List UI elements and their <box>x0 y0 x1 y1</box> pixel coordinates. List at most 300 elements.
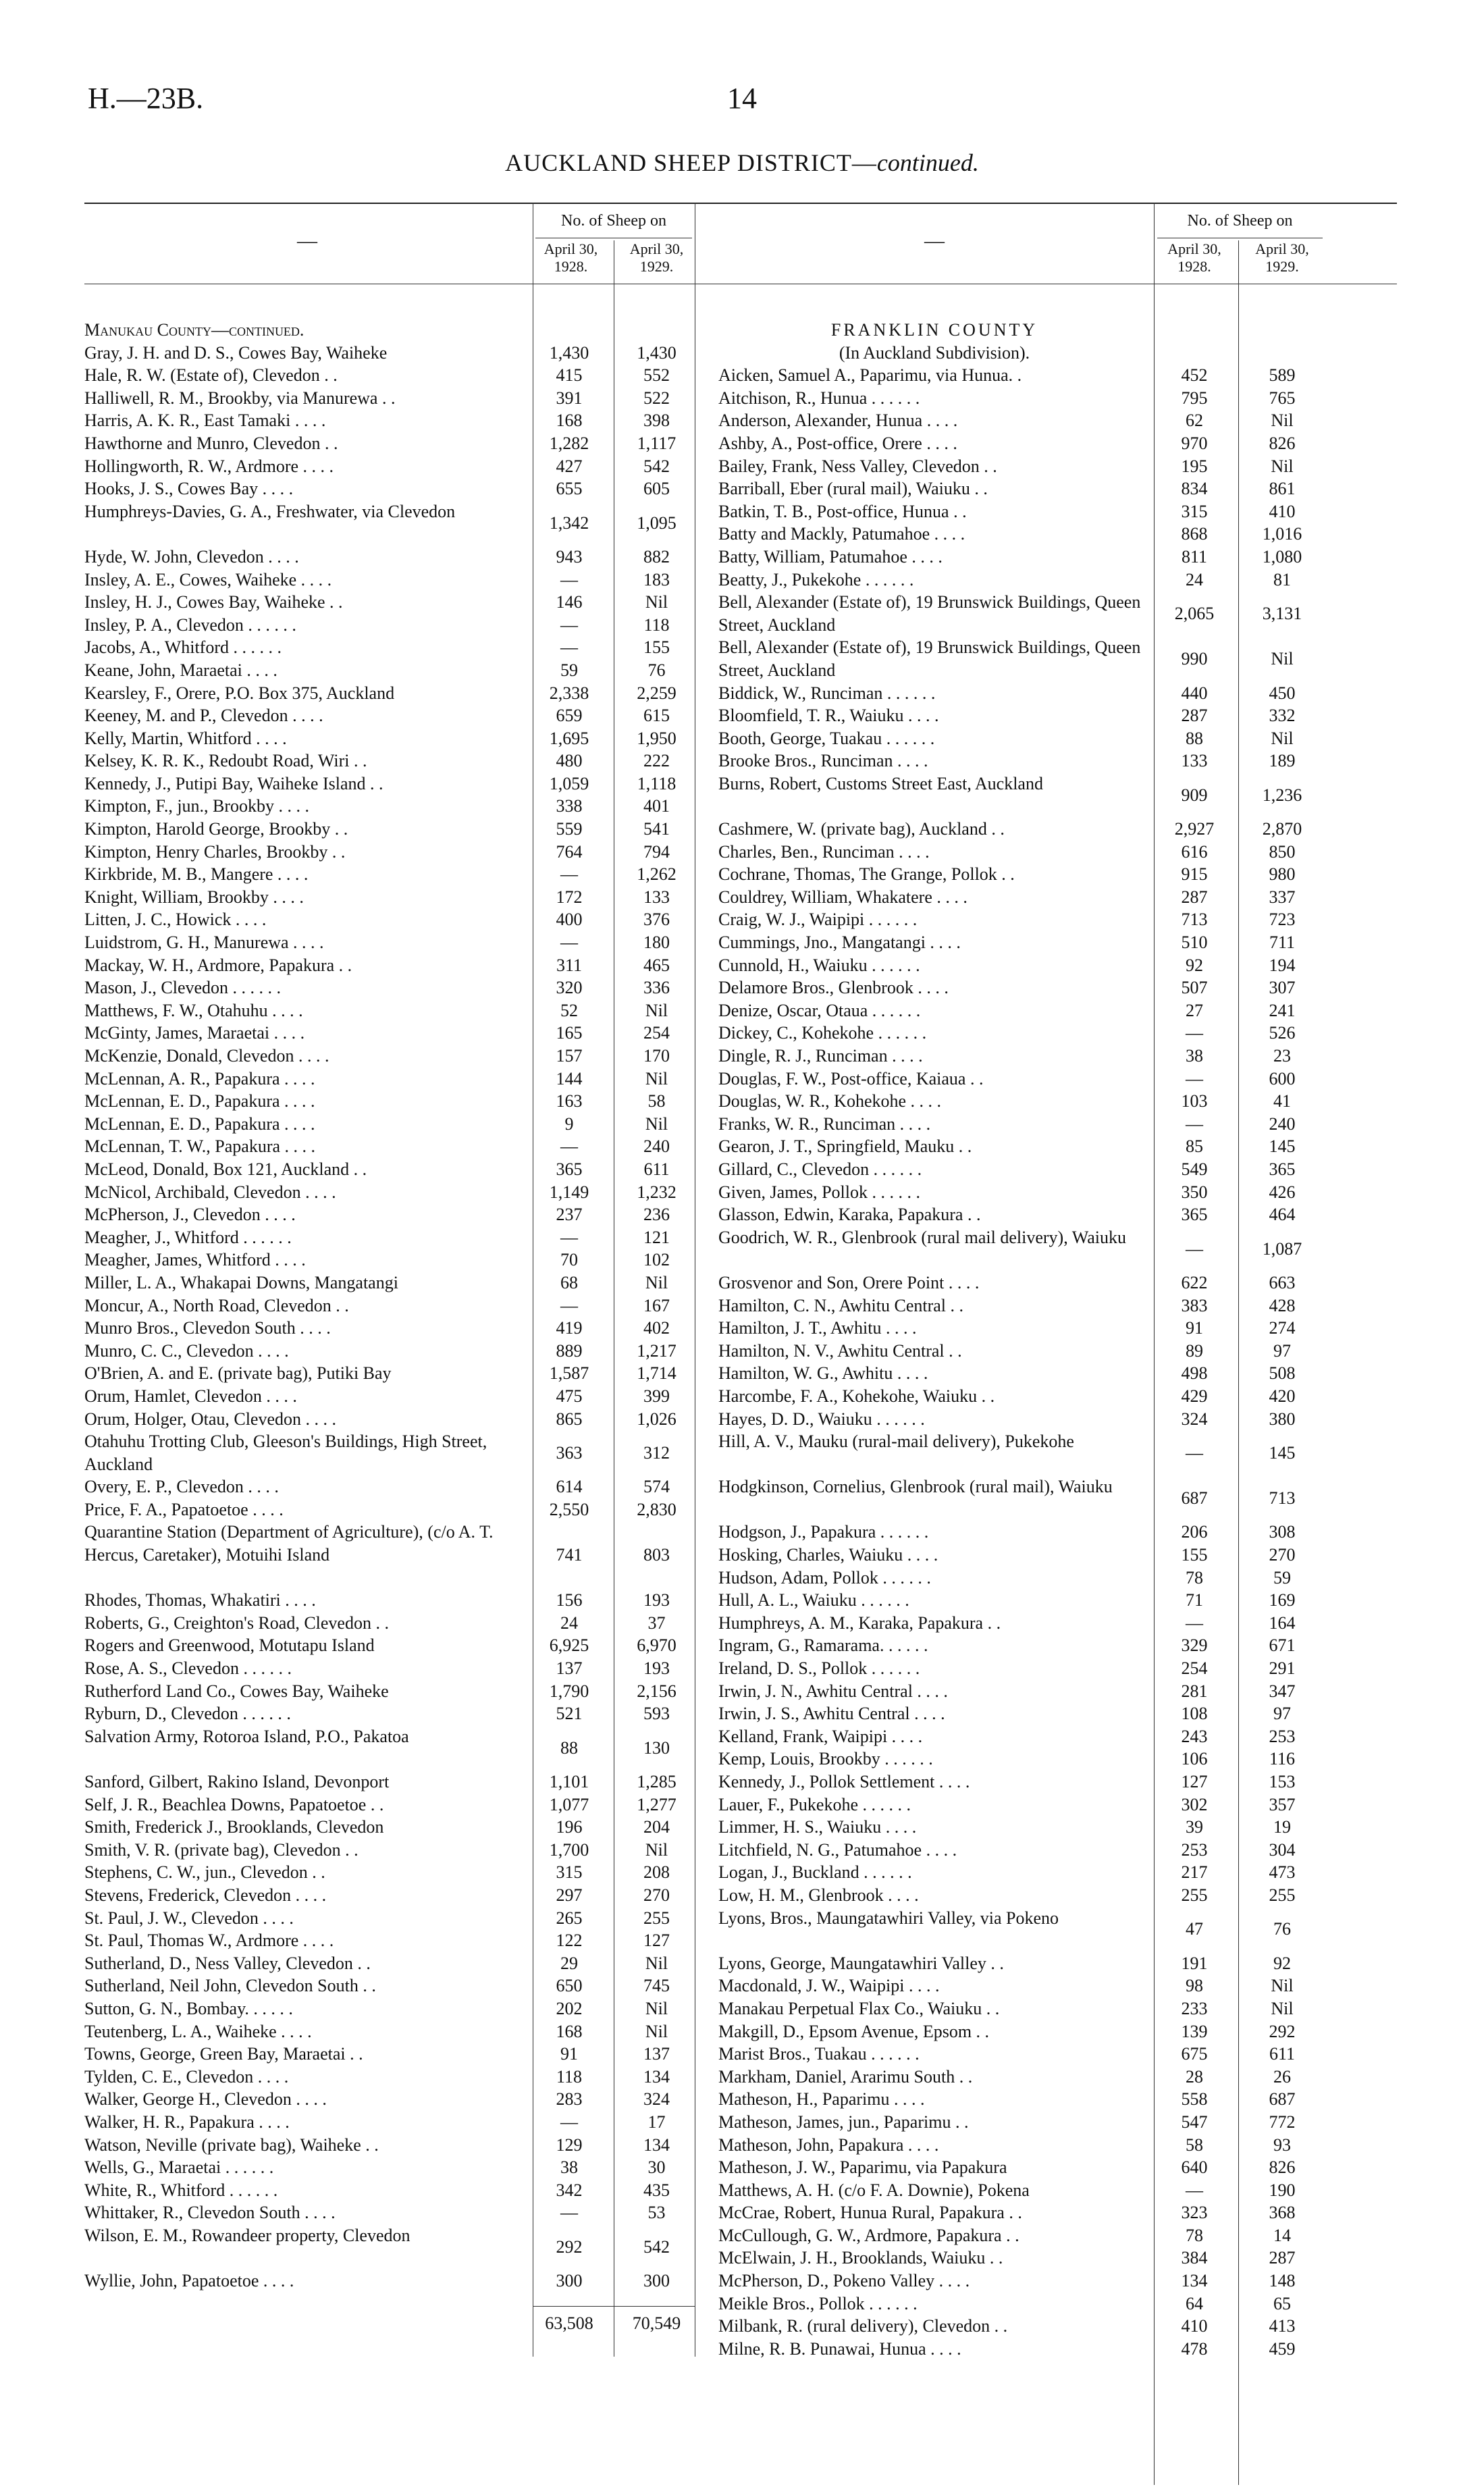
table-row <box>84 1181 760 1204</box>
count-1929: 121 <box>643 1227 670 1247</box>
count-1928: 168 <box>556 2021 583 2041</box>
table-row <box>84 1272 760 1294</box>
count-1928: 320 <box>556 978 583 998</box>
table-row <box>718 1340 1397 1363</box>
count-1928: 659 <box>556 706 583 726</box>
count-1929: 222 <box>643 751 670 771</box>
table-row <box>718 569 1397 592</box>
table-row <box>84 500 760 546</box>
table-row <box>718 2111 1397 2134</box>
table-row <box>84 1997 760 2020</box>
entry-name: Rutherford Land Co., Cowes Bay, Waiheke <box>84 1681 389 1701</box>
name-column-header: — <box>924 230 945 252</box>
count-1928: 134 <box>1181 2271 1208 2291</box>
entry-name: Ireland, D. S., Pollok . . . . . . <box>718 1658 920 1679</box>
count-1928: — <box>560 2112 578 2132</box>
entry-name: Litten, J. C., Howick . . . . <box>84 910 267 930</box>
count-1929: 765 <box>1269 388 1296 408</box>
table-row <box>84 954 760 977</box>
entry-name: Ashby, A., Post-office, Orere . . . . <box>718 433 957 453</box>
col-1928-header: April 30, 1928. <box>1167 240 1221 275</box>
entry-name: Price, F. A., Papatoetoe . . . . <box>84 1499 284 1519</box>
table-row <box>718 477 1397 500</box>
count-1929: 167 <box>643 1295 670 1315</box>
count-1929: 130 <box>643 1737 670 1758</box>
entry-name: Cummings, Jno., Mangatangi . . . . <box>718 933 961 953</box>
count-1929: 58 <box>647 1091 666 1111</box>
count-1928: 350 <box>1181 1182 1208 1202</box>
count-1929: 270 <box>1269 1545 1296 1565</box>
table-row <box>718 818 1397 841</box>
entry-name: Gillard, C., Clevedon . . . . . . <box>718 1159 922 1179</box>
table-row <box>84 591 760 614</box>
table-row <box>718 976 1397 999</box>
count-1929: 241 <box>1269 1000 1296 1020</box>
entry-name: Matheson, H., Paparimu . . . . <box>718 2089 925 2110</box>
table-row <box>718 1090 1397 1113</box>
table-row <box>84 1725 760 1771</box>
count-1929: 398 <box>643 411 670 431</box>
entry-name: Stephens, C. W., jun., Clevedon . . <box>84 1862 325 1883</box>
total-spacer <box>84 2292 760 2306</box>
count-1928: 237 <box>556 1205 583 1225</box>
entry-name: McLennan, T. W., Papakura . . . . <box>84 1136 316 1157</box>
count-1928: 165 <box>556 1023 583 1043</box>
count-1928: 118 <box>556 2066 583 2087</box>
count-1928: 91 <box>1186 1318 1203 1338</box>
count-1929: 137 <box>643 2044 670 2064</box>
table-row <box>84 2156 760 2179</box>
sheep-count-header: No. of Sheep on <box>535 204 692 238</box>
entry-name: Quarantine Station (Department of Agriculture), (c/o A. T. Hercus, Caretaker), Motuihi Island <box>84 1522 494 1565</box>
count-1929: 1,095 <box>637 513 677 533</box>
count-1928: — <box>1186 1613 1203 1633</box>
table-row <box>84 1793 760 1816</box>
table-row <box>84 1612 760 1635</box>
table-row <box>718 1612 1397 1635</box>
table-row <box>84 2134 760 2157</box>
count-1928: 292 <box>556 2236 583 2257</box>
count-1929: 803 <box>643 1545 670 1565</box>
entry-name: Jacobs, A., Whitford . . . . . . <box>84 637 282 658</box>
table-row <box>84 1771 760 1793</box>
entry-name: Meikle Bros., Pollok . . . . . . <box>718 2293 918 2313</box>
count-1929: 189 <box>1269 751 1296 771</box>
count-1928: 2,550 <box>549 1499 589 1519</box>
count-1929: 76 <box>647 660 666 680</box>
count-1928: 415 <box>556 365 583 386</box>
table-row <box>718 1317 1397 1340</box>
table-row <box>84 1362 760 1385</box>
entry-name: Douglas, W. R., Kohekohe . . . . <box>718 1091 942 1111</box>
entry-name: Makgill, D., Epsom Avenue, Epsom . . <box>718 2021 990 2041</box>
count-1928: 47 <box>1186 1919 1203 1939</box>
count-1928: 196 <box>556 1817 583 1837</box>
table-row <box>718 1907 1397 1952</box>
count-1929: 194 <box>1269 955 1296 975</box>
entry-name: McGinty, James, Maraetai . . . . <box>84 1023 305 1043</box>
count-1929: 118 <box>643 614 670 635</box>
entry-name: O'Brien, A. and E. (private bag), Putiki Bay <box>84 1363 392 1384</box>
table-row <box>718 1045 1397 1068</box>
count-1928: 202 <box>556 1998 583 2018</box>
entry-name: Biddick, W., Runciman . . . . . . <box>718 683 936 703</box>
count-1928: 713 <box>1181 910 1208 930</box>
table-row <box>718 500 1397 523</box>
count-1928: 687 <box>1181 1488 1208 1509</box>
count-1929: 861 <box>1269 479 1296 499</box>
entry-name: Kemp, Louis, Brookby . . . . . . <box>718 1749 933 1769</box>
table-row <box>718 727 1397 750</box>
count-1928: — <box>1186 1068 1203 1089</box>
table-row <box>84 750 760 772</box>
table-row <box>718 1544 1397 1567</box>
count-1929: 204 <box>643 1817 670 1837</box>
entry-name: Munro, C. C., Clevedon . . . . <box>84 1340 289 1361</box>
entry-name: Bloomfield, T. R., Waiuku . . . . <box>718 706 939 726</box>
table-row <box>84 2020 760 2043</box>
entry-name: McPherson, D., Pokeno Valley . . . . <box>718 2271 970 2291</box>
entry-name: McLennan, A. R., Papakura . . . . <box>84 1068 315 1089</box>
count-1929: 193 <box>643 1658 670 1679</box>
count-1929: 193 <box>643 1590 670 1610</box>
col-1929-header: April 30, 1929. <box>629 240 684 275</box>
table-row <box>84 1498 760 1521</box>
count-1928: — <box>1186 1023 1203 1043</box>
entry-name: Kimpton, Harold George, Brookby . . <box>84 819 348 839</box>
entry-name: Denize, Oscar, Otaua . . . . . . <box>718 1000 921 1020</box>
count-1929: 134 <box>643 2066 670 2087</box>
table-row <box>718 1113 1397 1136</box>
entry-name: Kelland, Frank, Waipipi . . . . <box>718 1726 923 1746</box>
entry-name: Ingram, G., Ramarama. . . . . . <box>718 1635 928 1656</box>
table-row <box>718 523 1397 546</box>
page-number: 14 <box>727 82 757 115</box>
table-row <box>84 1340 760 1363</box>
count-1928: 139 <box>1181 2021 1208 2041</box>
count-1928: 429 <box>1181 1386 1208 1406</box>
count-1929: 59 <box>1273 1567 1291 1588</box>
count-1929: 465 <box>643 955 670 975</box>
table-row <box>84 2270 760 2292</box>
count-1928: 498 <box>1181 1363 1208 1384</box>
entry-name: Litchfield, N. G., Patumahoe . . . . <box>718 1839 957 1860</box>
table-row <box>718 409 1397 432</box>
table-row <box>718 863 1397 886</box>
count-1928: 133 <box>1181 751 1208 771</box>
count-1928: 62 <box>1186 411 1203 431</box>
count-1929: 97 <box>1273 1340 1291 1361</box>
entry-name: Orum, Holger, Otau, Clevedon . . . . <box>84 1409 337 1429</box>
table-row <box>84 342 760 365</box>
entry-name: Aitchison, R., Hunua . . . . . . <box>718 388 920 408</box>
entry-name: McLeod, Donald, Box 121, Auckland . . <box>84 1159 367 1179</box>
count-1929: 180 <box>643 933 670 953</box>
table-row <box>718 546 1397 569</box>
entry-name: Towns, George, Green Bay, Maraetai . . <box>84 2044 363 2064</box>
entry-name: Milne, R. B. Punawai, Hunua . . . . <box>718 2338 961 2359</box>
entry-name: Roberts, G., Creighton's Road, Clevedon . . <box>84 1613 389 1633</box>
count-1929: 1,087 <box>1262 1238 1302 1259</box>
count-1929: 401 <box>643 796 670 816</box>
table-row <box>84 1249 760 1272</box>
count-1928: 640 <box>1181 2157 1208 2178</box>
count-1928: 622 <box>1181 1272 1208 1292</box>
entry-name: Humphreys, A. M., Karaka, Papakura . . <box>718 1613 1001 1633</box>
table-row <box>718 1567 1397 1590</box>
entry-name: Meagher, James, Whitford . . . . <box>84 1250 306 1270</box>
entry-name: Halliwell, R. M., Brookby, via Manurewa . . <box>84 388 396 408</box>
table-row <box>718 1430 1397 1475</box>
count-1928: — <box>560 864 578 885</box>
count-1929: 826 <box>1269 433 1296 453</box>
entry-name: Matthews, F. W., Otahuhu . . . . <box>84 1000 303 1020</box>
table-row <box>84 999 760 1022</box>
table-row <box>84 1929 760 1952</box>
entry-name: Bell, Alexander (Estate of), 19 Brunswick Buildings, Queen Street, Auckland <box>718 637 1141 680</box>
table-row <box>84 1090 760 1113</box>
count-1929: 600 <box>1269 1068 1296 1089</box>
table-row <box>84 931 760 954</box>
table-row <box>84 2179 760 2202</box>
entry-name: Bailey, Frank, Ness Valley, Clevedon . . <box>718 456 997 476</box>
entry-name: Hollingworth, R. W., Ardmore . . . . <box>84 456 334 476</box>
entry-name: Harris, A. K. R., East Tamaki . . . . <box>84 411 326 431</box>
table-row <box>84 432 760 455</box>
table-row <box>718 2066 1397 2089</box>
entry-name: (In Auckland Subdivision). <box>839 342 1030 363</box>
count-1929: 745 <box>643 1976 670 1996</box>
count-1929: 17 <box>647 2112 666 2132</box>
count-1928: 6,925 <box>549 1635 589 1656</box>
count-1928: 172 <box>556 887 583 907</box>
entry-name: Munro Bros., Clevedon South . . . . <box>84 1318 331 1338</box>
count-1928: 909 <box>1181 785 1208 805</box>
entry-name: Logan, J., Buckland . . . . . . <box>718 1862 912 1883</box>
entry-name: Cashmere, W. (private bag), Auckland . . <box>718 819 1005 839</box>
table-row <box>84 2043 760 2066</box>
count-1928: 78 <box>1186 2225 1203 2245</box>
count-1928: 144 <box>556 1068 583 1089</box>
count-1928: — <box>1186 1442 1203 1463</box>
count-1929: 324 <box>643 2089 670 2110</box>
count-1928: 155 <box>1181 1545 1208 1565</box>
entry-name: FRANKLIN COUNTY <box>830 320 1038 340</box>
entry-name: St. Paul, J. W., Clevedon . . . . <box>84 1908 294 1928</box>
entry-name: Rogers and Greenwood, Motutapu Island <box>84 1635 375 1656</box>
count-1928: 427 <box>556 456 583 476</box>
entry-name: Matheson, James, jun., Paparimu . . <box>718 2112 969 2132</box>
entry-name: Manakau Perpetual Flax Co., Waiuku . . <box>718 1998 1000 2018</box>
count-1928: 168 <box>556 411 583 431</box>
entry-name: Booth, George, Tuakau . . . . . . <box>718 728 935 748</box>
entry-name: Insley, P. A., Clevedon . . . . . . <box>84 614 296 635</box>
entry-name: Manukau County—continued. <box>84 320 304 340</box>
count-1929: 850 <box>1269 841 1296 862</box>
count-1929: 357 <box>1269 1794 1296 1814</box>
count-1929: 410 <box>1269 501 1296 521</box>
count-1929: 541 <box>643 819 670 839</box>
count-1929: 826 <box>1269 2157 1296 2178</box>
table-row <box>718 387 1397 410</box>
count-1928: 365 <box>1181 1205 1208 1225</box>
count-1928: 24 <box>1186 569 1203 590</box>
total-row <box>84 2312 760 2335</box>
count-1929: 307 <box>1269 978 1296 998</box>
count-1929: 399 <box>643 1386 670 1406</box>
entry-name: Milbank, R. (rural delivery), Clevedon . . <box>718 2316 1008 2336</box>
table-row <box>718 1974 1397 1997</box>
entry-name: Mackay, W. H., Ardmore, Papakura . . <box>84 955 352 975</box>
table-row <box>84 1680 760 1703</box>
table-row <box>84 1589 760 1612</box>
table-row <box>718 364 1397 387</box>
entry-name: Lyons, George, Maungatawhiri Valley . . <box>718 1953 1004 1973</box>
count-1929: 292 <box>1269 2021 1296 2041</box>
entry-name: Miller, L. A., Whakapai Downs, Mangatangi <box>84 1272 398 1292</box>
count-1929: 1,714 <box>637 1363 677 1384</box>
count-1928: 342 <box>556 2180 583 2200</box>
entry-name: Moncur, A., North Road, Clevedon . . <box>84 1295 349 1315</box>
count-1929: 14 <box>1273 2225 1291 2245</box>
entry-name: Tylden, C. E., Clevedon . . . . <box>84 2066 289 2087</box>
count-1929: Nil <box>645 1953 668 1973</box>
count-1928: 137 <box>556 1658 583 1679</box>
count-1929: 435 <box>643 2180 670 2200</box>
count-1929: 402 <box>643 1318 670 1338</box>
count-1928: — <box>560 569 578 590</box>
count-1928: 122 <box>556 1931 583 1951</box>
table-row <box>84 1907 760 1930</box>
entry-name: Kelly, Martin, Whitford . . . . <box>84 728 287 748</box>
entry-name: Cochrane, Thomas, The Grange, Pollok . . <box>718 864 1015 885</box>
entry-name: Glasson, Edwin, Karaka, Papakura . . <box>718 1205 981 1225</box>
col-1929-header: April 30, 1929. <box>1255 240 1309 275</box>
count-1929: 526 <box>1269 1023 1296 1043</box>
entry-name: McElwain, J. H., Brooklands, Waiuku . . <box>718 2248 1003 2268</box>
count-1929: 254 <box>643 1023 670 1043</box>
count-1929: Nil <box>645 1839 668 1860</box>
count-1929: 508 <box>1269 1363 1296 1384</box>
table-row <box>718 1997 1397 2020</box>
count-1929: 2,830 <box>637 1499 677 1519</box>
entry-name: McLennan, E. D., Papakura . . . . <box>84 1091 315 1111</box>
entry-name: Kennedy, J., Putipi Bay, Waiheke Island . . <box>84 773 383 793</box>
count-1928: 1,077 <box>549 1794 589 1814</box>
entry-name: Wyllie, John, Papatoetoe . . . . <box>84 2271 294 2291</box>
entry-name: Irwin, J. S., Awhitu Central . . . . <box>718 1704 945 1724</box>
entry-name: Grosvenor and Son, Orere Point . . . . <box>718 1272 980 1292</box>
entry-name: Rose, A. S., Clevedon . . . . . . <box>84 1658 292 1679</box>
count-1929: Nil <box>645 1272 668 1292</box>
table-row <box>84 976 760 999</box>
table-row <box>84 1022 760 1045</box>
count-1928: 1,282 <box>549 433 589 453</box>
count-1929: Nil <box>1271 649 1294 669</box>
table-row <box>84 1135 760 1158</box>
count-1929: 70,549 <box>632 2313 681 2333</box>
count-1928: 2,338 <box>549 683 589 703</box>
table-row <box>718 1408 1397 1431</box>
count-1929: 92 <box>1273 1953 1291 1973</box>
count-1928: 38 <box>1186 1046 1203 1066</box>
count-1929: 589 <box>1269 365 1296 386</box>
count-1928: 440 <box>1181 683 1208 703</box>
count-1929: 23 <box>1273 1046 1291 1066</box>
table-row <box>718 1385 1397 1408</box>
entry-name: Kearsley, F., Orere, P.O. Box 375, Auckland <box>84 683 395 703</box>
count-1929: 134 <box>643 2134 670 2155</box>
table-row <box>718 750 1397 772</box>
count-1928: 338 <box>556 796 583 816</box>
count-1929: 593 <box>643 1704 670 1724</box>
count-1928: 2,065 <box>1174 603 1215 623</box>
entry-name: Hull, A. L., Waiuku . . . . . . <box>718 1590 909 1610</box>
count-1928: 675 <box>1181 2044 1208 2064</box>
entry-name: Hosking, Charles, Waiuku . . . . <box>718 1545 938 1565</box>
count-1929: 145 <box>1269 1136 1296 1157</box>
entry-name: Beatty, J., Pukekohe . . . . . . <box>718 569 914 590</box>
table-row <box>84 636 760 659</box>
count-1928: 265 <box>556 1908 583 1928</box>
count-1929: 332 <box>1269 706 1296 726</box>
count-1929: 615 <box>643 706 670 726</box>
entry-name: Wells, G., Maraetai . . . . . . <box>84 2157 274 2178</box>
entry-name: Hamilton, J. T., Awhitu . . . . <box>718 1318 917 1338</box>
count-1928: 300 <box>556 2271 583 2291</box>
col-1928-header: April 30, 1928. <box>544 240 598 275</box>
table-row <box>84 1839 760 1862</box>
entry-name: Meagher, J., Whitford . . . . . . <box>84 1227 292 1247</box>
table-row <box>84 1045 760 1068</box>
table-row <box>84 455 760 478</box>
count-1928: 88 <box>560 1737 578 1758</box>
count-1929: Nil <box>645 1998 668 2018</box>
count-1928: 64 <box>1186 2293 1203 2313</box>
count-1928: 59 <box>560 660 578 680</box>
entry-name: Kirkbride, M. B., Mangere . . . . <box>84 864 309 885</box>
count-1928: — <box>560 933 578 953</box>
left-rows <box>84 319 760 2334</box>
count-1929: 1,430 <box>637 342 677 363</box>
entry-name: Batty, William, Patumahoe . . . . <box>718 546 943 567</box>
table-row <box>718 2224 1397 2247</box>
table-row <box>84 1158 760 1181</box>
entry-name: St. Paul, Thomas W., Ardmore . . . . <box>84 1931 334 1951</box>
count-1928: 868 <box>1181 524 1208 544</box>
table-row <box>84 1634 760 1657</box>
table-row <box>84 1068 760 1091</box>
count-1928: 156 <box>556 1590 583 1610</box>
table-row <box>84 841 760 864</box>
entry-name: Matheson, J. W., Paparimu, via Papakura <box>718 2157 1007 2178</box>
count-1929: 980 <box>1269 864 1296 885</box>
count-1929: 53 <box>647 2203 666 2223</box>
table-row <box>718 1657 1397 1680</box>
count-1929: 1,232 <box>637 1182 677 1202</box>
count-1929: 1,016 <box>1262 524 1302 544</box>
entry-name: Kimpton, Henry Charles, Brookby . . <box>84 841 346 862</box>
count-1929: Nil <box>645 2021 668 2041</box>
count-1929: 542 <box>643 2236 670 2257</box>
table-row <box>718 1158 1397 1181</box>
count-1928: 92 <box>1186 955 1203 975</box>
count-1928: 27 <box>1186 1000 1203 1020</box>
count-1929: 93 <box>1273 2134 1291 2155</box>
sheep-count-header: No. of Sheep on <box>1157 204 1323 238</box>
entry-name: Hamilton, C. N., Awhitu Central . . <box>718 1295 964 1315</box>
count-1929: 522 <box>643 388 670 408</box>
